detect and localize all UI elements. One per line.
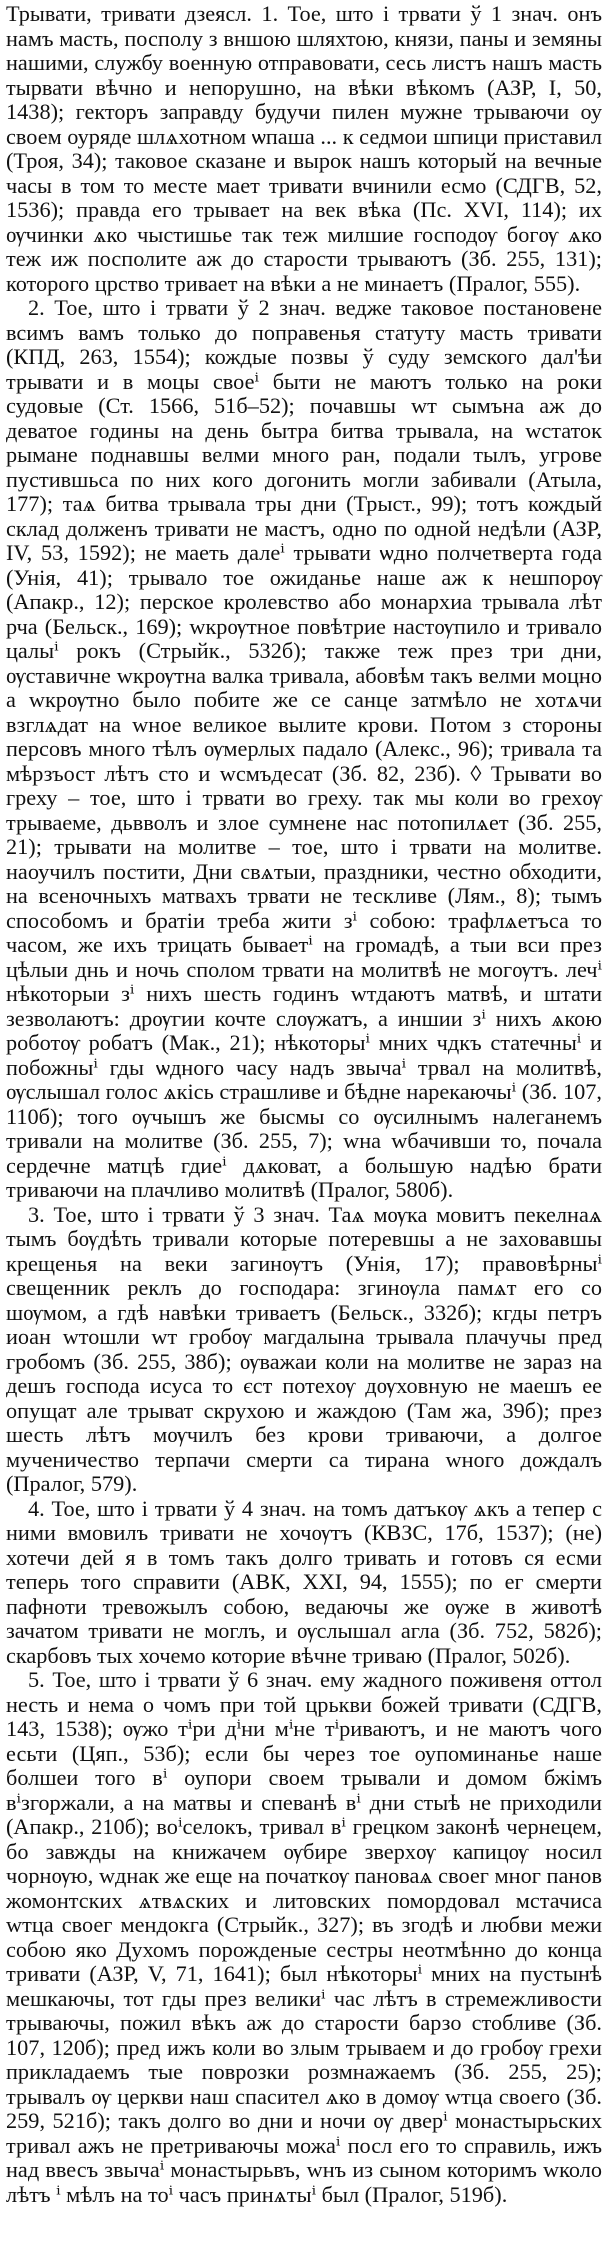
entry-paragraph-4: 4. Тое, што і трвати ў 4 знач. на томъ датъкѹ ѧкъ а тепер с ними вмовилъ тривати не хочѹтъ (КВЗС, 17б, 1537); (не) хотечи дей я в томъ такъ долго тривать и готовъ ся есми теперь того справити (АВК, XXI, 94, 1555); по ег смерти пафноти тревожылъ собою, ведаючы же ѹже в животѣ зачатом тривати не моглъ, и ѹслышал агла (Зб. 752, 582б); скарбовъ тых хочемо которие вѣчне триваю (Пралог, 502б). [6, 1495, 602, 1668]
entry-paragraph-2: 2. Тое, што і трвати ў 2 знач. ведже таковое постановене всимъ вамъ только до поправенья статуту масть тривати (КПД, 263, 1554); кождые позвы ў суду земского дал'ѣи трывати и в моцы своеⁱ быти не маютъ только на роки судовые (Ст. 1566, 51б–52); почавшы wт сымъна аж до деватое годины на день бытра битва трывала, на wстаток рымане поднавшы велми много ран, подали тылъ, угрове пустившьса по них кого догонить могли забивали (Атыла, 177); таѧ битва трывала тры дни (Трыст., 99); тотъ кождый склад долженъ тривати не мастъ, одно по одной недѣли (АЗР, IV, 53, 1592); не маеть далеⁱ трывати ѡдно полчетверта года (Унія, 41); трывало тое ожиданье наше аж к нешпорѹ (Апакр., 12); перское кролевство або монархиа трывала лѣт рча (Бельск., 169); wкрѹтное повѣтрие настѹпило и тривало цалыⁱ рокъ (Стрыйк., 532б); также теж през три дни, ѹставичне wкрѹтна валка тривала, абовѣм такъ велми моцно а wкрѹтно было побите же се санце затмѣло не хотѧчи взглѧдат на wное великое вылите крови. Потом з стороны персовъ много тѣлъ ѹмерлых падало (Алекс., 96); тривала та мѣрзъост лѣтъ сто и wсмъдесат (Зб. 82, 23б). ◊ Трывати во греху – тое, што і трвати во греху. так мы коли во грехѹ трываеме, дьвволъ и злое сумнене нас потопилѧет (Зб. 255, 21); трывати на молитве – тое, што і трвати на молитве. наоучилъ постити, Дни свѧтыи, праздники, честно обходити, на всеночныхъ матвахъ трвати не тескливе (Лям., 8); тымъ способомъ и братіи треба жити зⁱ собою: трафлѧетъса то часом, же ихъ трицать бываетⁱ на громадѣ, а тыи вси през цѣлыи днь и ночь сполом трвати на молитвѣ не могѹтъ. лечⁱ нѣкоторыи зⁱ нихъ шесть годинъ wтдаютъ матвѣ, и штати зезволаютъ: дрѹгии кочте слѹжатъ, а иншии зⁱ нихъ ѧкою роботѹ робатъ (Мак., 21); нѣкоторыⁱ мних чдкъ статечныⁱ и побожныⁱ гды ѡдного часу надъ звычаⁱ трвал на молитвѣ, ѹслышал голос ѧкісь страшливе и бѣдне нарекаючыⁱ (Зб. 107, 110б); того ѹчышъ же бысмы со ѹсилнымъ налеганемъ тривали на молитве (Зб. 255, 7); wна wбачивши то, почала сердечне матцѣ гдиеⁱ дѧковат, а большую надѣю брати триваючи на плачливо молитвѣ (Пралог, 580б). [6, 295, 602, 1202]
entry-paragraph-1: Трывати, тривати дзеясл. 1. Тое, што і трвати ў 1 знач. онъ намъ масть, посполу з вншою шляхтою, князи, паны и земяны нашими, службу военную отправовати, сесь листъ нашъ масть тырвати вѣчно и непорушно, на вѣки вѣкомъ (АЗР, I, 50, 1438); гекторъ заправду будучи пилен мужне трываючи оу своем оурядe шлѧхотном ѡпаша ... к седмои шпици приставил (Троя, 34); таковое сказане и вырок нашъ который на вечные часы в том то месте мает тривати вчинили есмо (СДГВ, 52, 1536); правда его трывает на век вѣка (Пс. XVI, 114); их ѹчинки ѧко чыстишье так теж милшие господѹ богѹ ѧко теж иж посполите аж до старости трываютъ (Зб. 255, 131); которого црство тривает на вѣки а не минаетъ (Пралог, 555). [6, 1, 602, 296]
entry-paragraph-5: 5. Тое, што і трвати ў 6 знач. ему жадного поживеня оттол несть и нема о чомъ при той црькви божей тривати (СДГВ, 143, 1538); ѹжо тⁱри дⁱни мⁱне тⁱриваютъ, и не маютъ чого есьти (Цяп., 53б); если бы через тое оупоминанье наше болшеи того вⁱ оупори своем трывали и домом бжімъ вⁱзгоржали, а на матвы и спеванѣ вⁱ дни стыѣ не приходили (Апакр., 210б); воⁱселокъ, тривал вⁱ грецком законѣ чернецем, бо завжды на книжачем ѹбире зверхѹ капицѹ носил чорнѹю, wднак же еще на початкѹ пановаѧ своег мног панов жомонтских ѧтвѧских и литовских помордовал мстачиса wтца своег мендокга (Стрыйк., 327); въ згодѣ и любви межи собою яко Духомъ порожденые сестры неотмѣнно до конца тривати (АЗР, V, 71, 1641); был нѣкоторыⁱ мних на пустынѣ мешкаючы, тот гды през великиⁱ час лѣтъ в стремежливости трываючы, пожил вѣкъ аж до старости барзо стобливе (Зб. 107, 120б); пред ижъ коли во злым трываем и до гробѹ грехи прикладаемъ тые поврозки розмнажаемъ (Зб. 255, 25); трывалъ ѹ церкви наш спасител ѧко в домѹ wтца своего (Зб. 259, 521б); такъ долго во дни и ночи ѹ дверⁱ монастырьских тривал ажъ не претриваючы можаⁱ посл его то справиль, ижъ над ввесъ звычаⁱ монастырьвъ, wнъ из сыном которимъ wколо лѣтъ ⁱ мѣлъ на тоⁱ часъ принѧтыⁱ был (Пралог, 519б). [6, 1667, 602, 2207]
entry-paragraph-3: 3. Тое, што і трвати ў 3 знач. Таѧ мѹка мовитъ пекелнаѧ тымъ бѹдѣть тривали которые потеревшы а не заховавшы крещенья на веки загинѹтъ (Унія, 17); правовѣрныⁱ свещенник реклъ до господара: згинѹла памѧт его со шѹмом, а гдѣ навѣки триваетъ (Бельск., 332б); кгды петръ иоан wтошли wт гробѹ магдалына трывала плачучы пред гробомъ (Зб. 255, 38б); ѹважаи коли на молитве не зараз на дешъ господа исуса то єст потехѹ дѹховную не маешъ ее опущат але трыват скрухою и жаждою (Там жа, 39б); през шесть лѣтъ мѹчилъ без крови триваючи, а долгое мученичество терпачи смерти са тирана wного дождалъ (Пралог, 579). [6, 1201, 602, 1496]
dictionary-entry [6, 2, 602, 2242]
